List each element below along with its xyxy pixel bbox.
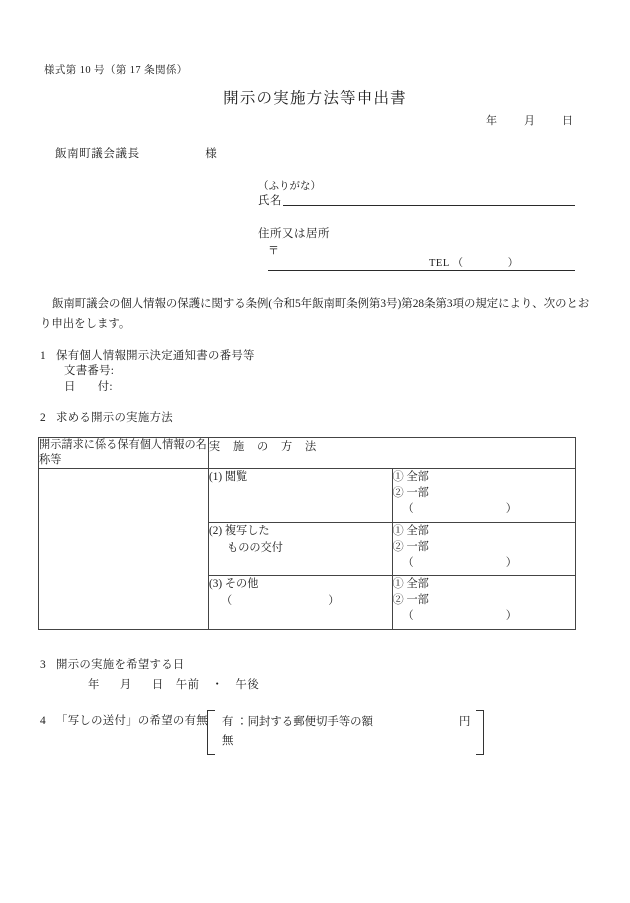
postage-amount-unit: 円 bbox=[458, 716, 471, 728]
section-1 bbox=[40, 347, 255, 395]
option-1-partial[interactable]: ② 一部 bbox=[392, 487, 429, 499]
addressee-line bbox=[55, 145, 217, 161]
bracket-left-icon bbox=[207, 710, 215, 755]
cell-options-1[interactable] bbox=[392, 469, 576, 523]
section-2-number: 2 bbox=[40, 412, 46, 424]
document-number-field[interactable] bbox=[64, 363, 255, 379]
section-1-heading: 保有個人情報開示決定通知書の番号等 bbox=[56, 350, 255, 362]
cell-information-name-input[interactable] bbox=[39, 469, 209, 630]
table-row bbox=[39, 469, 576, 523]
date-year-label: 年 bbox=[486, 115, 498, 127]
tel-label: TEL bbox=[429, 258, 450, 269]
desired-date-line[interactable] bbox=[88, 676, 259, 692]
date-month-label: 月 bbox=[524, 115, 536, 127]
applicant-name-label: 氏名 bbox=[258, 195, 282, 207]
postal-code-mark: 〒 bbox=[268, 245, 279, 257]
document-date-field[interactable] bbox=[64, 379, 255, 395]
method-2-label: (2) 複写した bbox=[209, 524, 270, 537]
furigana-label: （ふりがな） bbox=[258, 181, 321, 192]
applicant-name-input-rule[interactable] bbox=[283, 205, 575, 206]
copy-delivery-options bbox=[207, 710, 484, 755]
method-3-label: (3) その他 bbox=[209, 578, 259, 591]
copy-delivery-choices bbox=[215, 710, 476, 755]
document-number-label: 文書番号: bbox=[64, 365, 115, 377]
table-header-row bbox=[39, 438, 576, 469]
bracket-right-icon bbox=[476, 710, 484, 755]
desired-year-label: 年 bbox=[88, 679, 100, 691]
desired-day-label: 日 bbox=[151, 679, 164, 691]
header-cell-information-name: 開示請求に係る保有個人情報の名称等 bbox=[39, 438, 209, 469]
option-3-all[interactable]: ① 全部 bbox=[392, 578, 429, 591]
method-3-note[interactable]: （ ） bbox=[221, 595, 340, 608]
form-number-label: 様式第 10 号（第 17 条関係） bbox=[44, 65, 188, 76]
implementation-method-table bbox=[38, 437, 576, 630]
copy-delivery-yes-option[interactable]: 有 ：同封する郵便切手等の額 円 bbox=[222, 713, 470, 732]
desired-pm-option[interactable]: 午後 bbox=[235, 679, 260, 691]
header-cell-method: 実 施 の 方 法 bbox=[209, 438, 576, 469]
section-4-heading: 「写しの送付」の希望の有無 bbox=[56, 715, 208, 727]
option-1-note[interactable]: （ ） bbox=[402, 503, 517, 515]
option-2-partial[interactable]: ② 一部 bbox=[392, 540, 429, 553]
option-2-note[interactable]: （ ） bbox=[402, 556, 517, 569]
option-3-note[interactable]: （ ） bbox=[402, 610, 517, 623]
cell-method-3[interactable] bbox=[209, 576, 393, 630]
date-day-label: 日 bbox=[562, 115, 574, 127]
method-1-label: (1) 閲覧 bbox=[209, 471, 248, 483]
option-1-all[interactable]: ① 全部 bbox=[392, 471, 429, 483]
section-4-number: 4 bbox=[40, 715, 46, 727]
tel-paren-close: ） bbox=[507, 258, 519, 269]
cell-method-2[interactable] bbox=[209, 522, 393, 576]
copy-delivery-no-option[interactable]: 無 bbox=[222, 735, 234, 747]
legal-basis-paragraph: 飯南町議会の個人情報の保護に関する条例(令和5年飯南町条例第3号)第28条第3項の規定により、次のとおり申出をします。 bbox=[40, 298, 590, 330]
addressee-honorific: 様 bbox=[205, 148, 218, 160]
section-4 bbox=[40, 712, 208, 728]
section-1-number: 1 bbox=[40, 350, 46, 362]
desired-month-label: 月 bbox=[119, 679, 132, 691]
tel-paren-open: （ bbox=[452, 258, 464, 269]
document-date-label: 日 付: bbox=[64, 381, 113, 393]
cell-options-2[interactable] bbox=[392, 522, 576, 576]
issue-date-line bbox=[486, 112, 574, 128]
method-2-label-line2: ものの交付 bbox=[227, 541, 283, 554]
option-3-partial[interactable]: ② 一部 bbox=[392, 594, 429, 607]
applicant-address-label: 住所又は居所 bbox=[258, 228, 330, 240]
section-2 bbox=[40, 409, 173, 425]
addressee-name: 飯南町議会議長 bbox=[55, 148, 140, 160]
section-2-heading: 求める開示の実施方法 bbox=[56, 412, 173, 424]
cell-options-3[interactable] bbox=[392, 576, 576, 630]
page-title: 開示の実施方法等申出書 bbox=[223, 90, 407, 107]
applicant-name-row bbox=[258, 192, 282, 208]
am-pm-separator: ・ bbox=[211, 679, 224, 691]
section-3-number: 3 bbox=[40, 659, 46, 671]
option-2-all[interactable]: ① 全部 bbox=[392, 524, 429, 537]
section-3 bbox=[40, 656, 259, 692]
section-3-heading: 開示の実施を希望する日 bbox=[56, 659, 185, 671]
applicant-tel-row bbox=[429, 255, 519, 270]
applicant-address-input-rule[interactable] bbox=[268, 270, 575, 271]
cell-method-1[interactable] bbox=[209, 469, 393, 523]
desired-am-option[interactable]: 午前 bbox=[175, 679, 200, 691]
